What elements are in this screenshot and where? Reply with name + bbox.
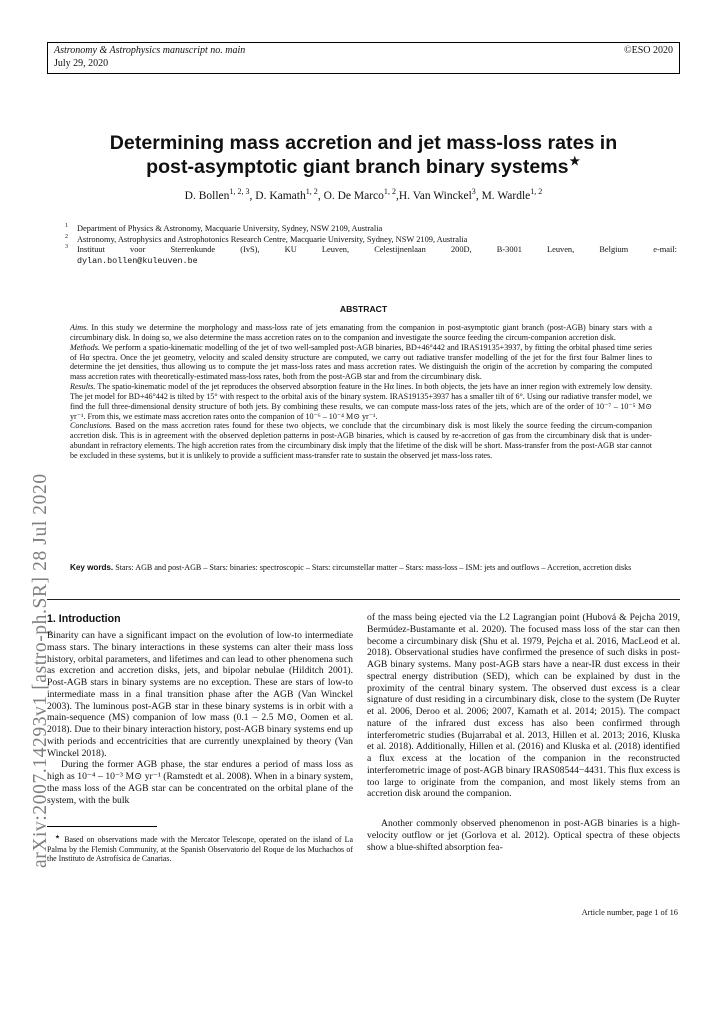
left-column — [47, 612, 353, 872]
author: D. Kamath$^{1, 2}$, — [255, 187, 324, 202]
title-footnote-mark: ★ — [568, 153, 581, 169]
title-line-1: Determining mass accretion and jet mass-loss rates in — [109, 132, 618, 154]
section-divider — [47, 599, 680, 600]
affiliation: 2 Astronomy, Astrophysics and Astrophotonics Research Centre, Macquarie University, Sydney, NSW 2109, Australia — [65, 233, 468, 244]
footnote: ★ Based on observations made with the Mercator Telescope, operated on the island of La Palma by the Flemish Community, at the Spanish Observatorio del Roque de los Muchachos of the Instituto de Astrofísica de Canarias. — [47, 834, 353, 864]
intro-paragraph-1: Binarity can have a significant impact on the evolution of low-to intermediate mass stars. The binary interactions in these systems can alter their mass loss history, orbital parameters, and lifetimes and can lead to other phenomena such as excretion and accretion disks, jets, and bipolar nebulae (Hilditch 2001). Post-AGB stars in binary systems are no exception. These are stars of low-to intermediate mass in a final transition phase after the AGB (Van Winckel 2003). The luminous post-AGB star in these binary systems is in orbit with a main-sequence (MS) companion of low mass (0.1 – 2.5 M⊙, Oomen et al. 2018). Due to their binary interaction history, post-AGB binary systems end up with periods and eccentricities that are currently unexplained by theory (Van Winckel 2018). — [47, 630, 353, 759]
abstract-heading: ABSTRACT — [339, 304, 388, 314]
intro-paragraph-4: Another commonly observed phenomenon in post-AGB binaries is a high-velocity outflow or jet (Gorlova et al. 2012). Optical spectra of these objects show a blue-shifted absorption fea- — [367, 818, 680, 853]
copyright: ©ESO 2020 — [624, 45, 673, 56]
affiliations — [65, 224, 677, 266]
abstract-aims: Aims. In this study we determine the morphology and mass-loss rate of jets emanating from the companion in post-asymptotic giant branch (post-AGB) binary stars with a circumbinary disk. In doing so, we also determine the mass accretion rates on to the companion and investigate the source feeding the circum-companion accretion disk. — [70, 323, 652, 342]
author: M. Wardle$^{1, 2}$ — [481, 187, 543, 202]
email-address[interactable]: dylan.bollen@kuleuven.be — [77, 255, 198, 266]
intro-paragraph-2: During the former AGB phase, the star endures a period of mass loss as high as 10⁻⁴ – 10⁻³ M⊙ yr⁻¹ (Ramstedt et al. 2008). When in a binary system, the mass loss of the AGB star can be concentrated on the orbital plane of the system, with the bulk — [47, 759, 353, 806]
abstract-methods: Methods. We perform a spatio-kinematic modelling of the jet of two well-sampled post-AGB binaries, BD+46°442 and IRAS19135+3937, by fitting the orbital phased time series of Hα spectra. Once the jet geometry, velocity and scaled density structure are computed, we carry out radiative transfer modelling of the jet for the first four Balmer lines to determine the jet densities, thus allowing us to compute the jet mass-loss rates and mass accretion rates. We distinguish the origin of the accretion by comparing the computed mass accretion rates with theoretically-estimated mass-loss rates, both from the post-AGB star and from the circumbinary disk. — [70, 342, 652, 382]
author: H. Van Winckel$^3$, — [398, 187, 482, 202]
title-line-2: post-asymptotic giant branch binary systems★ — [146, 153, 581, 178]
keywords: Key words. Stars: AGB and post-AGB – Stars: binaries: spectroscopic – Stars: circumstellar matter – Stars: mass-loss – ISM: jets and outflows – Accretion, accretion disks — [70, 563, 632, 572]
manuscript-date: July 29, 2020 — [54, 58, 109, 69]
journal-name: Astronomy & Astrophysics manuscript no. main — [54, 45, 246, 56]
paper-title — [47, 131, 680, 179]
intro-paragraph-3: of the mass being ejected via the L2 Lagrangian point (Hubová & Pejcha 2019, Bermúdez-Bustamante et al. 2020). The focused mass loss of the star can then become a circumbinary disk (Shu et al. 1979, Pejcha et al. 2016, MacLeod et al. 2018). Observational studies have confirmed the presence of such disks in post-AGB binary systems. Many post-AGB stars have a near-IR dust excess in their spectral energy distribution (SED), which can be explained by dust in the proximity of the central binary system. The observed dust excess is a clear signature of dust residing in a circumbinary disk, close to the system (De Ruyter et al. 2006, Deroo et al. 2006; 2007, Kamath et al. 2014; 2015). The compact nature of the infrared dust excess has also been confirmed through interferometric studies (Bujarrabal et al. 2013, Hillen et al. 2013; 2016, Kluska et al. 2018). Additionally, Hillen et al. (2016) and Kluska et al. (2018) identified a flux excess at the location of the companion in the reconstructed interferometric image of post-AGB binary IRAS08544−4431. This flux excess is too large to originate from the companion, and most likely stems from an accretion disk around the companion. — [367, 612, 680, 800]
abstract-results: Results. The spatio-kinematic model of the jet reproduces the observed absorption feature in the Hα lines. In both objects, the jets have an inner region with extremely low density. The jet model for BD+46°442 is tilted by 15° with respect to the orbital axis of the binary system. IRAS19135+3937 has a smaller tilt of 6°. Using our radiative transfer model, we find the full three-dimensional density structure of both jets. By combining these results, we can compute mass-loss rates of the jets, which are of the order of 10⁻⁷ – 10⁻⁵ M⊙ yr⁻¹. From this, we estimate mass accretion rates onto the companion of 10⁻⁶ – 10⁻⁴ M⊙ yr⁻¹. — [70, 382, 652, 421]
journal-header-box — [47, 42, 680, 74]
arxiv-identifier: arXiv:2007.14293v1 [astro-ph.SR] 28 Jul 2020 — [30, 473, 51, 868]
author: D. Bollen$^{1, 2, 3}$, — [184, 187, 256, 202]
affiliation: 1 Department of Physics & Astronomy, Macquarie University, Sydney, NSW 2109, Australia — [65, 223, 383, 233]
author-list — [47, 189, 680, 204]
abstract-body — [70, 323, 652, 461]
right-column — [367, 612, 680, 853]
footnote-rule — [47, 826, 157, 827]
abstract-conclusions: Conclusions. Based on the mass accretion rates found for these two objects, we conclude that the circumbinary disk is most likely the source feeding the circum-companion accretion disk. This is in agreement with the observed depletion patterns in post-AGB binaries, which is caused by re-accretion of gas from the circumbinary disk that is under-abundant in refractory elements. The high accretion rates from the circumbinary disk imply that the lifetime of the disk will be short. Mass-transfer from the post-AGB star cannot be excluded in these systems, but it is unlikely to provide a sufficient mass-transfer rate to sustain the observed jet mass-loss rates. — [70, 421, 652, 460]
author: O. De Marco$^{1, 2}$, — [323, 187, 399, 202]
affiliation: 3 Instituut voor Sterrenkunde (IvS), KU Leuven, Celestijnenlaan 200D, B-3001 Leuven, Belgium e-mail: dylan.bollen@kuleuven.be — [65, 244, 677, 266]
page-number: Article number, page 1 of 16 — [581, 908, 678, 917]
section-heading-introduction: 1. Introduction — [47, 613, 121, 625]
